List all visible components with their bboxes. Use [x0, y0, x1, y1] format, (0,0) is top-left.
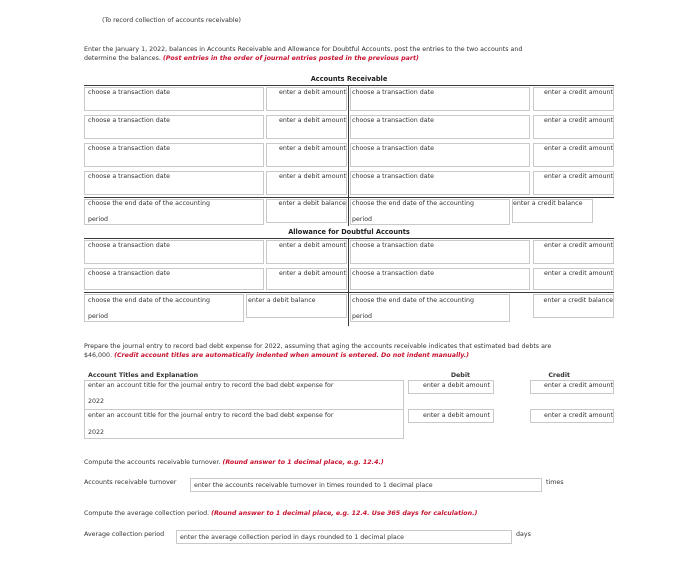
ar-date-placeholder: choose a transaction date — [88, 89, 170, 96]
col-credit: Credit — [548, 372, 570, 379]
afda-credit-placeholder: enter a credit amount — [544, 242, 613, 249]
turnover-label: Accounts receivable turnover — [84, 479, 177, 486]
ar-balance-date-placeholder: choose the end date of the accounting — [88, 200, 210, 207]
collection-label: Average collection period — [84, 531, 165, 538]
instruction-text: Enter the January 1, 2022, balances in Accounts Receivable and Allowance for Doubtful Accounts, post the entries to the two accounts and — [84, 46, 523, 53]
afda-balance-date-placeholder: choose the end date of the accounting — [88, 297, 210, 304]
collection-prompt: Compute the average collection period. (Round answer to 1 decimal place, e.g. 12.4. Use 365 days for calculation.) — [84, 510, 478, 517]
ar-credit-placeholder: enter a credit amount — [544, 117, 613, 124]
ar-credit-date-placeholder: choose a transaction date — [352, 173, 434, 180]
journal-debit-placeholder: enter a debit amount — [422, 412, 490, 419]
ar-credit-date-placeholder: choose a transaction date — [352, 145, 434, 152]
turnover-unit: times — [546, 479, 564, 486]
ar-credit-placeholder: enter a credit amount — [544, 145, 613, 152]
afda-debit-placeholder: enter a debit amount — [278, 270, 346, 277]
account-title-year: 2022 — [88, 398, 105, 405]
ar-balance-date-placeholder-2: period — [88, 216, 109, 223]
ar-credit-balance-date-placeholder: choose the end date of the accounting — [352, 200, 474, 207]
afda-top-rule — [84, 238, 614, 239]
section-note: (To record collection of accounts receivable) — [102, 17, 241, 24]
afda-credit-balance-placeholder: enter a credit balance — [543, 297, 613, 304]
ar-credit-date-placeholder: choose a transaction date — [352, 117, 434, 124]
afda-balance-rule — [84, 292, 614, 293]
collection-placeholder: enter the average collection period in days rounded to 1 decimal place — [180, 534, 405, 541]
ar-debit-placeholder: enter a debit amount — [278, 89, 346, 96]
journal-prompt: Prepare the journal entry to record bad debt expense for 2022, assuming that aging the accounts receivable indicates that estimated bad debts are — [84, 343, 552, 350]
ar-date-placeholder: choose a transaction date — [88, 117, 170, 124]
account-title-placeholder: enter an account title for the journal entry to record the bad debt expense for — [88, 412, 334, 419]
col-debit: Debit — [450, 372, 470, 379]
afda-credit-date-placeholder: choose a transaction date — [352, 270, 434, 277]
afda-date-placeholder: choose a transaction date — [88, 270, 170, 277]
journal-debit-placeholder: enter a debit amount — [422, 382, 490, 389]
afda-title: Allowance for Doubtful Accounts — [288, 228, 410, 236]
ar-credit-balance-date-placeholder-2: period — [352, 216, 373, 223]
ar-title: Accounts Receivable — [310, 75, 388, 83]
ar-credit-balance-placeholder: enter a credit balance — [513, 200, 583, 207]
journal-credit-placeholder: enter a credit amount — [544, 412, 613, 419]
afda-debit-placeholder: enter a debit amount — [278, 242, 346, 249]
instruction-text-2: determine the balances. (Post entries in the order of journal entries posted in the previous part) — [84, 55, 419, 62]
journal-prompt-2: $46,000. (Credit account titles are automatically indented when amount is entered. Do not indent manually.) — [84, 352, 470, 359]
ar-balance-rule — [84, 197, 614, 198]
afda-debit-balance-placeholder: enter a debit balance — [248, 297, 316, 304]
ar-credit-placeholder: enter a credit amount — [544, 173, 613, 180]
ar-center-rule — [348, 85, 349, 226]
ar-debit-placeholder: enter a debit amount — [278, 117, 346, 124]
ar-credit-placeholder: enter a credit amount — [544, 89, 613, 96]
account-title-placeholder: enter an account title for the journal entry to record the bad debt expense for — [88, 382, 334, 389]
afda-center-rule — [348, 238, 349, 326]
ar-debit-placeholder: enter a debit amount — [278, 173, 346, 180]
ar-date-placeholder: choose a transaction date — [88, 145, 170, 152]
account-title-year: 2022 — [88, 429, 105, 436]
afda-credit-balance-date-placeholder: choose the end date of the accounting — [352, 297, 474, 304]
collection-unit: days — [516, 531, 531, 538]
afda-credit-placeholder: enter a credit amount — [544, 270, 613, 277]
ar-top-rule — [84, 85, 614, 86]
col-account-titles: Account Titles and Explanation — [88, 372, 199, 379]
afda-date-placeholder: choose a transaction date — [88, 242, 170, 249]
ar-credit-date-placeholder: choose a transaction date — [352, 89, 434, 96]
ar-debit-balance-placeholder: enter a debit balance — [278, 200, 346, 207]
turnover-prompt: Compute the accounts receivable turnover. (Round answer to 1 decimal place, e.g. 12.4.) — [84, 459, 384, 466]
afda-credit-balance-date-placeholder-2: period — [352, 313, 373, 320]
turnover-placeholder: enter the accounts receivable turnover in times rounded to 1 decimal place — [194, 482, 433, 489]
ar-debit-placeholder: enter a debit amount — [278, 145, 346, 152]
ar-date-placeholder: choose a transaction date — [88, 173, 170, 180]
journal-credit-placeholder: enter a credit amount — [544, 382, 613, 389]
afda-balance-date-placeholder-2: period — [88, 313, 109, 320]
afda-credit-date-placeholder: choose a transaction date — [352, 242, 434, 249]
